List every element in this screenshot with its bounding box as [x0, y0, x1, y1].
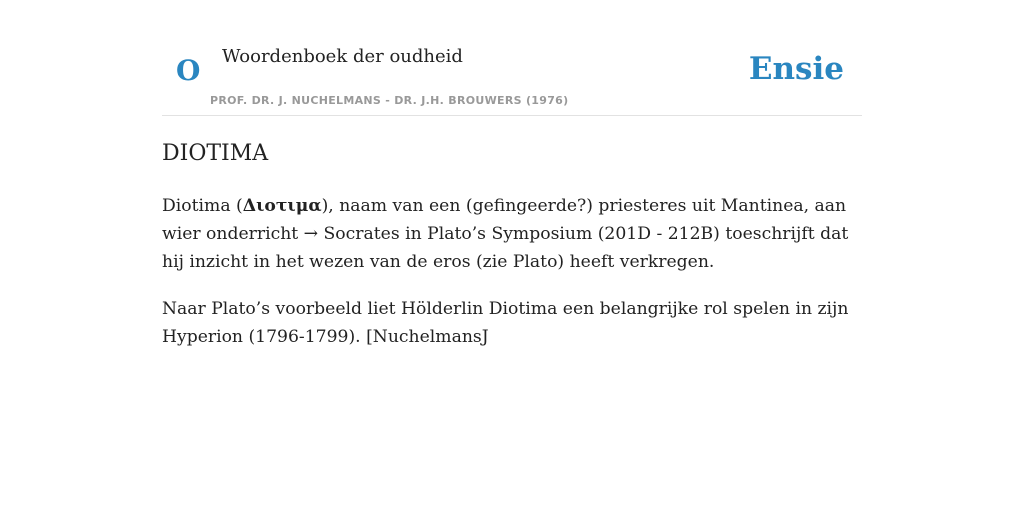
greek-name: Διοτιμα — [242, 196, 322, 216]
ensie-logo[interactable]: Ensie — [748, 51, 844, 87]
arrow-link-icon[interactable]: → — [303, 224, 319, 244]
entry-paragraph-2: Naar Plato’s voorbeeld liet Hölderlin Diotima een belangrijke rol spelen in zijn Hyperion (1796-1799). [NuchelmansJ — [162, 299, 849, 347]
entry-text: Diotima ( — [162, 196, 243, 216]
entry-title: DIOTIMA — [162, 141, 269, 166]
entry-paragraph-1 — [162, 192, 862, 276]
index-letter[interactable]: O — [176, 54, 201, 87]
book-header — [162, 40, 862, 116]
entry-text: Socrates in Plato’s Symposium (201D - 212B) toeschrijft dat hij inzicht in het wezen van de eros (zie Plato) heeft verkregen. — [162, 224, 849, 272]
entry-content — [162, 192, 862, 370]
book-authors: PROF. DR. J. NUCHELMANS - DR. J.H. BROUWERS (1976) — [210, 94, 569, 107]
book-title[interactable]: Woordenboek der oudheid — [222, 46, 463, 67]
entry-text: ), naam van een (gefingeerde?) priesteres uit Mantinea, aan wier onderricht — [162, 196, 847, 244]
